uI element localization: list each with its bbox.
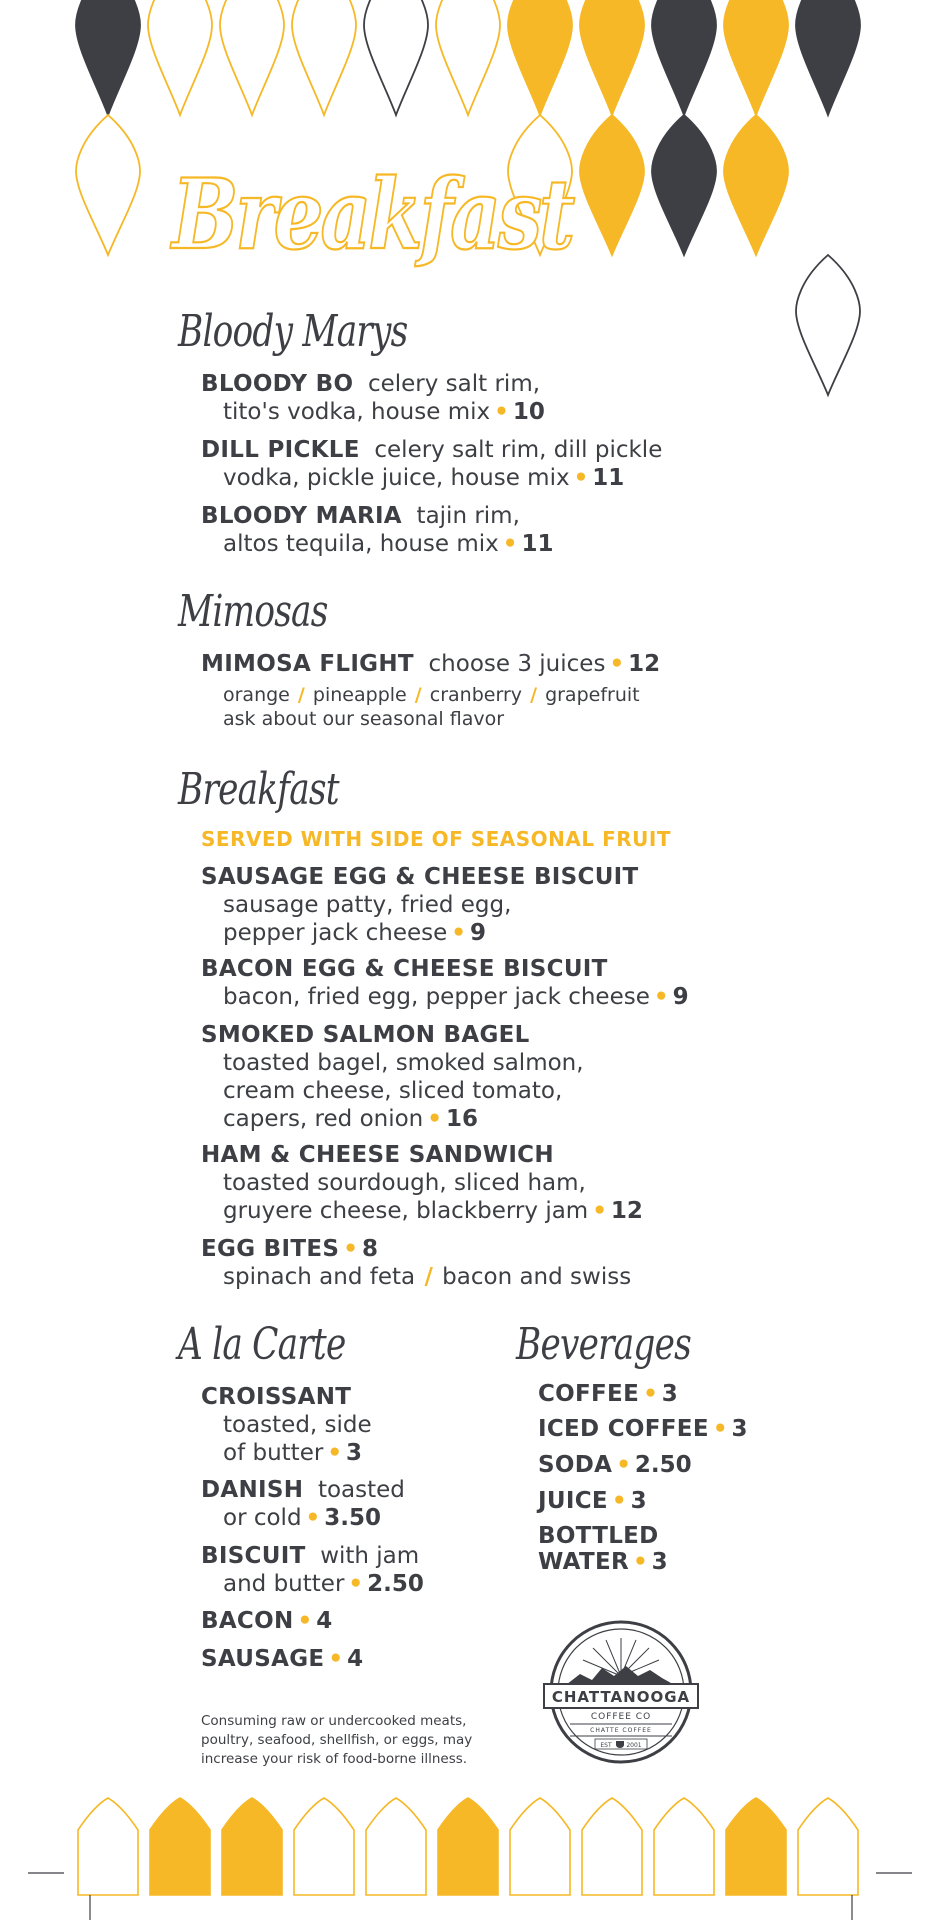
menu-item-ham-sandwich	[201, 1141, 643, 1225]
separator-slash: /	[530, 684, 538, 706]
svg-text:Breakfast: Breakfast	[169, 158, 576, 271]
menu-item-danish	[201, 1476, 405, 1532]
bullet-dot: •	[427, 1106, 442, 1132]
menu-item-salmon-bagel	[201, 1021, 584, 1133]
menu-item-croissant	[201, 1383, 372, 1467]
item-name: SAUSAGE EGG & CHEESE BISCUIT	[201, 864, 639, 890]
arch-shape	[294, 1798, 354, 1895]
item-price: 3	[731, 1416, 748, 1442]
item-desc: altos tequila, house mix	[223, 531, 499, 557]
item-name: COFFEE	[538, 1381, 640, 1407]
lantern-shape	[148, 0, 212, 115]
menu-item-bacon-biscuit	[201, 955, 689, 1011]
arch-shape	[78, 1798, 138, 1895]
menu-item-iced-coffee	[538, 1415, 748, 1443]
item-name: SAUSAGE	[201, 1646, 325, 1672]
arch-shape	[798, 1798, 858, 1895]
menu-item-mimosa-flight	[201, 650, 660, 678]
menu-item-dill-pickle	[201, 436, 662, 492]
item-price: 16	[445, 1106, 478, 1132]
item-price: 9	[470, 920, 487, 946]
lantern-shape	[796, 0, 860, 115]
menu-item-biscuit	[201, 1542, 424, 1598]
mimosa-juice-options	[223, 683, 640, 707]
bullet-dot: •	[348, 1571, 364, 1597]
item-name: BACON EGG & CHEESE BISCUIT	[201, 956, 608, 982]
bullet-dot: •	[632, 1549, 648, 1575]
disclaimer-line: increase your risk of food-borne illness.	[201, 1751, 468, 1767]
arch-shape	[438, 1798, 498, 1895]
lantern-shape	[652, 115, 716, 255]
separator-slash: /	[414, 684, 422, 706]
juice-option: grapefruit	[545, 684, 640, 706]
heading-beverages: Beverages	[516, 1319, 691, 1370]
item-name: SODA	[538, 1452, 613, 1478]
item-price: 3.50	[324, 1505, 381, 1531]
svg-text:CHATTANOOGA: CHATTANOOGA	[551, 1688, 691, 1706]
item-name: DILL PICKLE	[201, 437, 360, 463]
item-price: 4	[316, 1608, 333, 1634]
arch-shape	[150, 1798, 210, 1895]
lantern-shape	[580, 0, 644, 115]
arch-shape	[582, 1798, 642, 1895]
item-price: 12	[628, 651, 661, 677]
page-title	[160, 140, 600, 310]
bullet-dot: •	[494, 399, 509, 425]
heading-mimosas: Mimosas	[178, 586, 328, 637]
item-desc: spinach and feta	[223, 1264, 416, 1290]
svg-text:2001: 2001	[626, 1742, 642, 1749]
item-price: 3	[651, 1549, 668, 1575]
menu-item-coffee	[538, 1380, 678, 1408]
fruit-side-note: SERVED WITH SIDE OF SEASONAL FRUIT	[201, 827, 671, 851]
item-price: 3	[346, 1440, 363, 1466]
item-desc: toasted sourdough, sliced ham,	[223, 1170, 586, 1196]
svg-text:EST: EST	[600, 1742, 612, 1749]
item-desc: celery salt rim, dill pickle	[374, 437, 663, 463]
item-desc: capers, red onion	[223, 1106, 424, 1132]
chattanooga-coffee-logo	[540, 1618, 702, 1766]
item-name: WATER	[538, 1549, 629, 1575]
lantern-shape	[76, 115, 140, 255]
bullet-dot: •	[297, 1608, 313, 1634]
item-desc: vodka, pickle juice, house mix	[223, 465, 570, 491]
bullet-dot: •	[592, 1198, 607, 1224]
item-name: CROISSANT	[201, 1384, 352, 1410]
menu-item-bloody-bo	[201, 370, 545, 426]
menu-item-sausage-biscuit	[201, 863, 639, 947]
bullet-dot: •	[328, 1646, 344, 1672]
item-name: EGG BITES	[201, 1236, 340, 1262]
menu-item-bloody-maria	[201, 502, 554, 558]
item-price: 11	[521, 531, 554, 557]
item-desc: gruyere cheese, blackberry jam	[223, 1198, 589, 1224]
separator-slash: /	[297, 684, 305, 706]
arch-shape	[222, 1798, 282, 1895]
item-price: 2.50	[367, 1571, 424, 1597]
lantern-shape	[292, 0, 356, 115]
arch-shape	[366, 1798, 426, 1895]
item-desc: toasted	[317, 1477, 405, 1503]
bullet-dot: •	[327, 1440, 343, 1466]
heading-a-la-carte: A la Carte	[178, 1319, 346, 1370]
item-desc: or cold	[223, 1505, 302, 1531]
item-desc: pepper jack cheese	[223, 920, 448, 946]
item-name: BOTTLED	[538, 1523, 659, 1549]
bullet-dot: •	[643, 1381, 658, 1407]
menu-item-bottled-water	[538, 1523, 668, 1575]
menu-item-sausage	[201, 1645, 363, 1673]
item-price: 3	[661, 1381, 678, 1407]
item-desc: celery salt rim,	[367, 371, 541, 397]
juice-option: cranberry	[429, 684, 523, 706]
menu-item-juice	[538, 1487, 647, 1515]
item-desc: sausage patty, fried egg,	[223, 892, 512, 918]
item-desc: bacon, fried egg, pepper jack cheese	[223, 984, 650, 1010]
lantern-shape	[652, 0, 716, 115]
item-name: DANISH	[201, 1477, 304, 1503]
item-desc: cream cheese, sliced tomato,	[223, 1078, 563, 1104]
lantern-shape	[796, 255, 860, 395]
disclaimer-line: Consuming raw or undercooked meats,	[201, 1713, 467, 1729]
item-price: 2.50	[634, 1452, 692, 1478]
item-price: 12	[610, 1198, 643, 1224]
seasonal-note: ask about our seasonal flavor	[223, 708, 505, 730]
item-price: 4	[347, 1646, 364, 1672]
item-name: SMOKED SALMON BAGEL	[201, 1022, 530, 1048]
item-name: BLOODY BO	[201, 371, 354, 397]
menu-item-bacon	[201, 1607, 332, 1635]
disclaimer-line: poultry, seafood, shellfish, or eggs, may	[201, 1732, 473, 1748]
menu-item-egg-bites	[201, 1235, 631, 1291]
item-desc: of butter	[223, 1440, 324, 1466]
item-name: MIMOSA FLIGHT	[201, 651, 414, 677]
item-desc: and butter	[223, 1571, 345, 1597]
item-desc: toasted, side	[223, 1412, 372, 1438]
bullet-dot: •	[305, 1505, 321, 1531]
item-desc: tajin rim,	[416, 503, 520, 529]
arch-shape	[726, 1798, 786, 1895]
item-price: 10	[512, 399, 545, 425]
item-price: 3	[630, 1488, 647, 1514]
heading-breakfast: Breakfast	[178, 764, 339, 815]
bullet-dot: •	[502, 531, 518, 557]
arch-shape	[654, 1798, 714, 1895]
food-safety-disclaimer	[201, 1712, 472, 1769]
svg-text:COFFEE CO: COFFEE CO	[590, 1712, 652, 1722]
item-desc: bacon and swiss	[442, 1264, 632, 1290]
bullet-dot: •	[343, 1236, 358, 1262]
item-name: HAM & CHEESE SANDWICH	[201, 1142, 554, 1168]
separator-slash: /	[424, 1264, 433, 1290]
menu-item-soda	[538, 1451, 692, 1479]
arch-shape	[510, 1798, 570, 1895]
lantern-shape	[364, 0, 428, 115]
item-desc: toasted bagel, smoked salmon,	[223, 1050, 584, 1076]
heading-bloody-marys: Bloody Marys	[178, 306, 408, 357]
item-desc: choose 3 juices	[428, 651, 606, 677]
item-price: 9	[672, 984, 689, 1010]
lantern-shape	[724, 0, 788, 115]
item-name: BACON	[201, 1608, 294, 1634]
lantern-shape	[220, 0, 284, 115]
item-price: 11	[592, 465, 625, 491]
bullet-dot: •	[616, 1452, 631, 1478]
lantern-shape	[436, 0, 500, 115]
bullet-dot: •	[611, 1488, 627, 1514]
item-name: BISCUIT	[201, 1543, 306, 1569]
item-name: ICED COFFEE	[538, 1416, 709, 1442]
juice-option: orange	[223, 684, 290, 706]
bullet-dot: •	[573, 465, 589, 491]
svg-text:CHATTE COFFEE: CHATTE COFFEE	[590, 1727, 652, 1734]
item-desc: tito's vodka, house mix	[223, 399, 491, 425]
item-desc: with jam	[320, 1543, 420, 1569]
item-name: BLOODY MARIA	[201, 503, 402, 529]
juice-option: pineapple	[312, 684, 407, 706]
bullet-dot: •	[609, 651, 625, 677]
bullet-dot: •	[712, 1416, 728, 1442]
bullet-dot: •	[653, 984, 669, 1010]
lantern-shape	[76, 0, 140, 115]
bullet-dot: •	[451, 920, 466, 946]
lantern-shape	[508, 0, 572, 115]
item-name: JUICE	[538, 1488, 608, 1514]
item-price: 8	[361, 1236, 378, 1262]
lantern-shape	[724, 115, 788, 255]
